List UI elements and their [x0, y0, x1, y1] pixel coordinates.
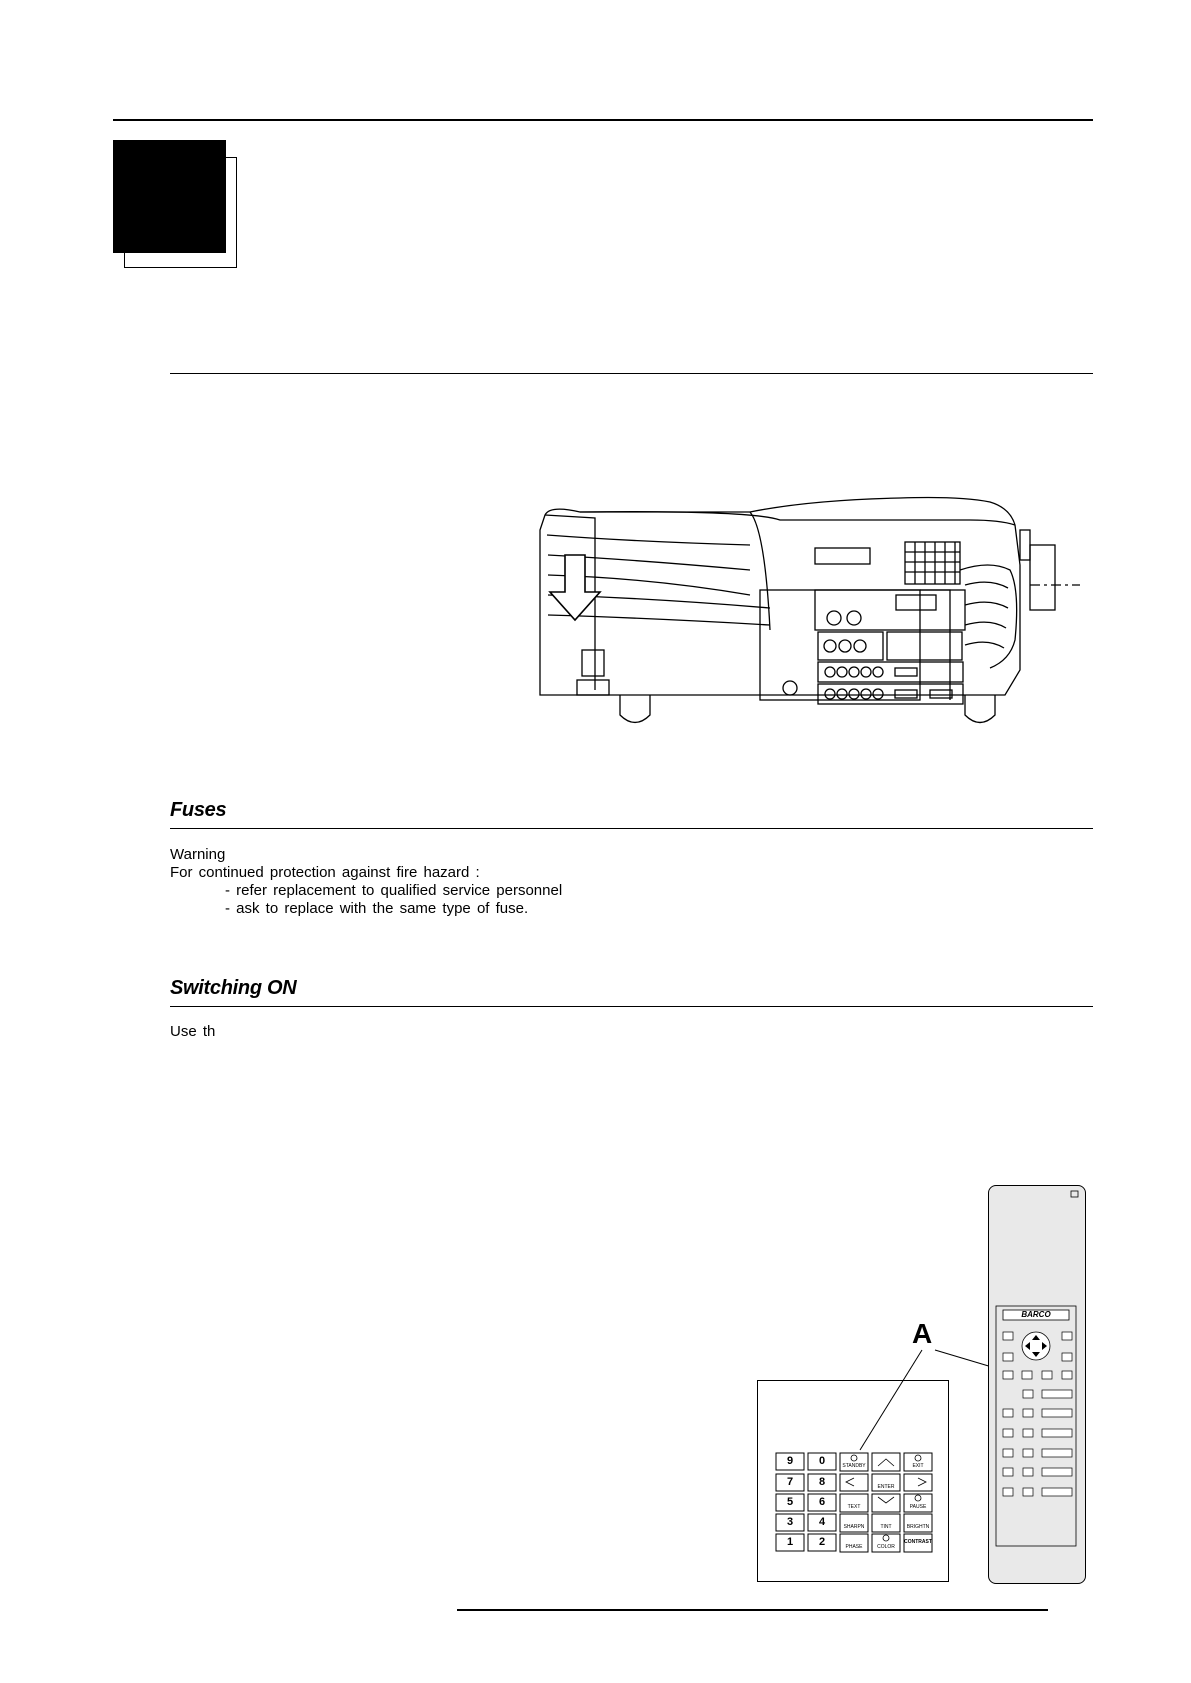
- keypad-key-2: 2: [818, 1536, 826, 1548]
- remote-control: [988, 1185, 1086, 1584]
- keypad-brightn-label: BRIGHTN: [906, 1524, 930, 1530]
- keypad-contrast-label: CONTRAST: [904, 1539, 932, 1545]
- keypad-key-7: 7: [786, 1476, 794, 1488]
- fuses-warning-item: - ask to replace with the same type of fuse.: [225, 900, 529, 917]
- fuses-warning-text: For continued protection against fire hazard :: [170, 864, 480, 881]
- keypad-pause-label: PAUSE: [909, 1504, 927, 1510]
- keypad-key-3: 3: [786, 1516, 794, 1528]
- keypad-enter-label: ENTER: [877, 1484, 895, 1490]
- footer-rule: [457, 1609, 1048, 1611]
- callout-label: A: [912, 1318, 933, 1349]
- keypad-key-1: 1: [786, 1536, 794, 1548]
- switching-on-text: Use th: [170, 1023, 216, 1040]
- fuses-warning-title: Warning: [170, 846, 226, 863]
- fuses-warning-item: - refer replacement to qualified service personnel: [225, 882, 563, 899]
- keypad-key-0: 0: [818, 1455, 826, 1467]
- keypad-key-6: 6: [818, 1496, 826, 1508]
- keypad-text-label: TEXT: [847, 1504, 861, 1510]
- keypad-key-4: 4: [818, 1516, 826, 1528]
- switching-on-heading: Switching ON: [170, 977, 297, 999]
- keypad-sharpn-label: SHARPN: [843, 1524, 865, 1530]
- local-keypad-panel: [757, 1380, 949, 1582]
- fuses-heading: Fuses: [170, 799, 227, 821]
- keypad-exit-label: EXIT: [912, 1463, 924, 1469]
- keypad-key-8: 8: [818, 1476, 826, 1488]
- keypad-tint-label: TINT: [880, 1524, 892, 1530]
- keypad-key-9: 9: [786, 1455, 794, 1467]
- keypad-phase-label: PHASE: [845, 1544, 863, 1550]
- keypad-key-5: 5: [786, 1496, 794, 1508]
- keypad-standby-label: STANDBY: [842, 1463, 866, 1469]
- keypad-color-label: COLOR: [877, 1544, 895, 1550]
- remote-brand-logo: BARCO: [1021, 1310, 1051, 1319]
